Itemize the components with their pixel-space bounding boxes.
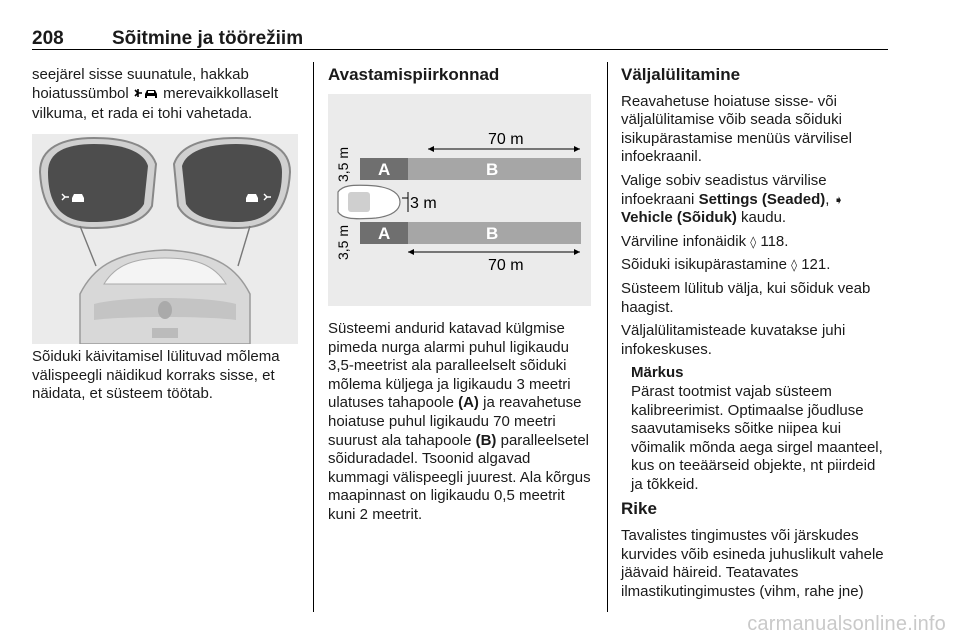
deactivation-paragraph-4: Väljalülitamisteade kuvatakse juhi infokeskuses. bbox=[621, 322, 846, 358]
zone-a-bottom: A bbox=[378, 224, 391, 243]
page-title: Sõitmine ja töörežiim bbox=[112, 28, 304, 49]
zone-a-top: A bbox=[378, 160, 391, 179]
top-distance-label: 70 m bbox=[488, 131, 524, 148]
section-heading-deactivation: Väljalülitamine bbox=[621, 65, 741, 84]
detection-zones-body: Süsteemi andurid katavad külgmise pimeda nurga alarmi puhul ligikaudu 3,5-meetrist ala paralleelselt sõiduki mõlema küljega ja ligikaudu 3 meetri ulatuses tahapoole (A) ja reavahetuse hoiatuse puhul ligikaudu 70 meetri suurust ala tahapoole (B) paralleelsetel sõiduradadel. Tsoonid algavad kummagi välispeegli juurest. Ala kõrgus maapinnast on ligikaudu 0,5 meetrit kuni 2 meetrit. bbox=[328, 320, 591, 523]
page-reference-arrow-icon: ◊ bbox=[750, 234, 757, 249]
cross-reference-infodisplay[interactable]: Värviline infonäidik ◊ 118. bbox=[621, 232, 789, 250]
page-reference-arrow-icon: ◊ bbox=[791, 258, 798, 273]
column-1 bbox=[32, 66, 307, 403]
section-heading-fault: Rike bbox=[621, 499, 657, 519]
watermark: carmanualsonline.info bbox=[747, 613, 946, 635]
note-box bbox=[621, 364, 889, 494]
column-2 bbox=[328, 65, 591, 523]
page-number: 208 bbox=[32, 28, 64, 49]
deactivation-paragraph-1: Reavahetuse hoiatuse sisse- või väljalülitamise võib seada sõiduki isikupärastamise menüüs värvilisel infoekraanil. bbox=[621, 92, 852, 166]
detection-zone-diagram bbox=[328, 94, 591, 306]
top-width-label: 3,5 m bbox=[335, 146, 351, 182]
note-title: Märkus bbox=[631, 364, 684, 382]
fault-paragraph: Tavalistes tingimustes või järskudes kurvides võib esineda juhuslikult vahele jäävaid häireid. Teatavates ilmastikutingimustes (vihm, rahe jne) bbox=[621, 527, 884, 600]
page-header bbox=[32, 28, 888, 50]
deactivation-paragraph-3: Süsteem lülitub välja, kui sõiduk veab haagist. bbox=[621, 279, 871, 316]
bottom-distance-label: 70 m bbox=[488, 257, 524, 274]
zone-b-top: B bbox=[486, 160, 499, 179]
blind-spot-warning-icon bbox=[133, 86, 159, 106]
column-3 bbox=[621, 66, 889, 606]
intro-paragraph: seejärel sisse suunatule, hakkab hoiatussümbol merevaikkollaselt vilkuma, et rada ei tohi vahetada. bbox=[32, 66, 279, 123]
cross-reference-personalisation[interactable]: Sõiduki isikupärastamine ◊ 121. bbox=[621, 256, 831, 274]
column-divider bbox=[313, 62, 314, 612]
section-heading-detection-zones: Avastamispiirkonnad bbox=[328, 65, 500, 84]
note-text: Pärast tootmist vajab süsteem kalibreerimist. Optimaalse jõudluse saavutamiseks sõitke niipea kui võimalik mõnda aega sirgel maanteel, kus on teeäärseid objekte, nt piirdeid ja tõkkeid. bbox=[631, 382, 883, 493]
bottom-width-label: 3,5 m bbox=[335, 224, 351, 260]
side-gap-label: 3 m bbox=[410, 195, 437, 212]
zone-b-bottom: B bbox=[486, 224, 499, 243]
column-divider bbox=[607, 62, 608, 612]
deactivation-paragraph-2: Valige sobiv seadistus värvilise infoekraani Settings (Seaded), ➧ Vehicle (Sõiduk) kaudu. bbox=[621, 171, 844, 227]
mirror-illustration bbox=[32, 134, 298, 344]
figure-caption: Sõiduki käivitamisel lülituvad mõlema välispeegli näidikud korraks sisse, et näidata, et süsteem töötab. bbox=[32, 348, 280, 403]
header-rule bbox=[32, 49, 888, 50]
menu-arrow-icon: ➧ bbox=[833, 192, 844, 207]
